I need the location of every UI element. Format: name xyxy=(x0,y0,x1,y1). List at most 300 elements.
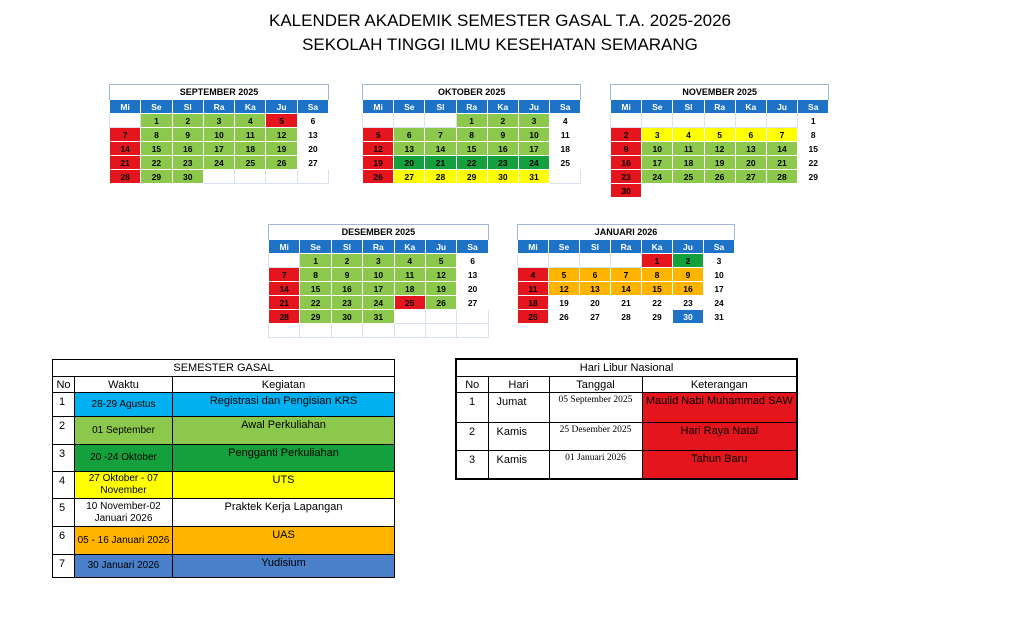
weekday-header: Ju xyxy=(766,100,797,114)
semester-row xyxy=(53,417,395,445)
calendar-day-cell: 4 xyxy=(518,268,549,282)
weekday-header: Ra xyxy=(363,240,394,254)
calendar-day-cell: 6 xyxy=(457,254,488,268)
weekday-header: Se xyxy=(549,240,580,254)
header-kegiatan: Kegiatan xyxy=(173,377,395,393)
calendar-day-cell: 26 xyxy=(549,310,580,324)
calendar-day-cell: 25 xyxy=(394,296,425,310)
calendar-empty-cell xyxy=(425,324,456,338)
row-waktu: 05 - 16 Januari 2026 xyxy=(75,527,173,555)
month-title: DESEMBER 2025 xyxy=(269,225,489,240)
calendar-day-cell: 12 xyxy=(266,128,297,142)
weekday-header: Ju xyxy=(266,100,297,114)
weekday-header: Mi xyxy=(518,240,549,254)
row-waktu: 10 November-02 Januari 2026 xyxy=(75,499,173,527)
row-kegiatan: Registrasi dan Pengisian KRS xyxy=(173,393,395,417)
calendar-day-cell: 26 xyxy=(704,170,735,184)
calendar-day-cell: 22 xyxy=(141,156,172,170)
calendar-day-cell: 3 xyxy=(518,114,549,128)
row-waktu: 01 September xyxy=(75,417,173,445)
weekday-header: Ju xyxy=(673,240,704,254)
calendar-empty-cell xyxy=(394,114,425,128)
row-kegiatan: Praktek Kerja Lapangan xyxy=(173,499,395,527)
calendar-day-cell: 22 xyxy=(456,156,487,170)
calendar-day-cell: 28 xyxy=(766,170,797,184)
calendar-day-cell: 20 xyxy=(580,296,611,310)
calendar-day-cell: 21 xyxy=(110,156,141,170)
calendar-week-row xyxy=(269,296,489,310)
calendar-day-cell: 18 xyxy=(518,296,549,310)
calendar-empty-cell xyxy=(269,324,300,338)
calendar-day-cell: 27 xyxy=(580,310,611,324)
calendar-day-cell: 5 xyxy=(266,114,297,128)
holiday-table-title: Hari Libur Nasional xyxy=(456,359,797,377)
calendar-week-row xyxy=(518,268,735,282)
weekday-header: Ka xyxy=(735,100,766,114)
holiday-date: 25 Desember 2025 xyxy=(549,423,642,451)
calendar-day-cell: 11 xyxy=(235,128,266,142)
weekday-header: Sl xyxy=(172,100,203,114)
calendar-day-cell: 2 xyxy=(487,114,518,128)
calendar-day-cell: 19 xyxy=(704,156,735,170)
calendar-day-cell: 4 xyxy=(235,114,266,128)
month-title: SEPTEMBER 2025 xyxy=(110,85,329,100)
weekday-header: Sa xyxy=(457,240,488,254)
calendar-day-cell: 22 xyxy=(798,156,829,170)
calendar-day-cell: 22 xyxy=(642,296,673,310)
calendar-empty-cell xyxy=(394,310,425,324)
calendar-day-cell: 5 xyxy=(363,128,394,142)
row-kegiatan: Awal Perkuliahan xyxy=(173,417,395,445)
calendar-day-cell: 16 xyxy=(172,142,203,156)
calendar-day-cell: 20 xyxy=(297,142,328,156)
row-number: 1 xyxy=(53,393,75,417)
calendar-day-cell: 8 xyxy=(141,128,172,142)
calendar-day-cell: 2 xyxy=(611,128,642,142)
semester-row xyxy=(53,445,395,472)
calendar-day-cell: 14 xyxy=(110,142,141,156)
calendar-empty-cell xyxy=(394,324,425,338)
calendar-day-cell: 24 xyxy=(704,296,735,310)
calendar-empty-cell xyxy=(550,170,581,184)
calendar-day-cell: 16 xyxy=(331,282,362,296)
row-number: 4 xyxy=(53,472,75,499)
month-calendar xyxy=(362,84,581,184)
calendar-day-cell: 4 xyxy=(550,114,581,128)
calendar-day-cell: 11 xyxy=(394,268,425,282)
weekday-header: Se xyxy=(642,100,673,114)
row-waktu: 20 -24 Oktober xyxy=(75,445,173,472)
weekday-header: Se xyxy=(141,100,172,114)
semester-table xyxy=(52,359,395,578)
header-hari: Hari xyxy=(488,377,549,393)
calendar-day-cell: 14 xyxy=(766,142,797,156)
calendar-day-cell: 27 xyxy=(457,296,488,310)
calendar-week-row xyxy=(611,170,829,184)
calendar-day-cell: 7 xyxy=(425,128,456,142)
semester-row xyxy=(53,472,395,499)
calendar-day-cell: 14 xyxy=(611,282,642,296)
calendar-day-cell: 5 xyxy=(425,254,456,268)
calendar-empty-cell xyxy=(518,254,549,268)
calendar-week-row xyxy=(611,114,829,128)
calendar-day-cell: 10 xyxy=(518,128,549,142)
calendar-empty-cell xyxy=(673,114,704,128)
holiday-day: Jumat xyxy=(488,393,549,423)
calendar-day-cell: 19 xyxy=(266,142,297,156)
calendar-day-cell: 29 xyxy=(141,170,172,184)
calendar-day-cell: 22 xyxy=(300,296,331,310)
calendar-day-cell: 31 xyxy=(518,170,549,184)
calendar-empty-cell xyxy=(549,254,580,268)
calendar-empty-cell xyxy=(425,310,456,324)
calendar-empty-cell xyxy=(203,170,234,184)
calendar-day-cell: 4 xyxy=(394,254,425,268)
calendar-day-cell: 31 xyxy=(704,310,735,324)
calendar-day-cell: 15 xyxy=(456,142,487,156)
holiday-date: 05 September 2025 xyxy=(549,393,642,423)
calendar-day-cell: 19 xyxy=(549,296,580,310)
row-kegiatan: Pengganti Perkuliahan xyxy=(173,445,395,472)
calendar-day-cell: 25 xyxy=(518,310,549,324)
calendar-empty-cell xyxy=(611,114,642,128)
calendar-empty-cell xyxy=(735,114,766,128)
calendar-day-cell: 28 xyxy=(425,170,456,184)
calendar-week-row xyxy=(518,296,735,310)
calendar-empty-cell xyxy=(269,254,300,268)
weekday-header: Mi xyxy=(269,240,300,254)
calendar-week-row xyxy=(363,156,581,170)
calendar-day-cell: 28 xyxy=(269,310,300,324)
month-title: OKTOBER 2025 xyxy=(363,85,581,100)
semester-row xyxy=(53,499,395,527)
calendar-day-cell: 25 xyxy=(673,170,704,184)
calendar-day-cell: 17 xyxy=(203,142,234,156)
calendar-empty-cell xyxy=(363,114,394,128)
row-waktu: 27 Oktober - 07 November xyxy=(75,472,173,499)
calendar-day-cell: 16 xyxy=(673,282,704,296)
calendar-day-cell: 24 xyxy=(518,156,549,170)
calendar-day-cell: 7 xyxy=(110,128,141,142)
calendar-day-cell: 31 xyxy=(363,310,394,324)
holiday-date: 01 Januari 2026 xyxy=(549,451,642,479)
row-kegiatan: Yudisium xyxy=(173,555,395,578)
calendar-day-cell: 4 xyxy=(673,128,704,142)
calendar-day-cell: 29 xyxy=(300,310,331,324)
calendar-day-cell: 1 xyxy=(300,254,331,268)
row-number: 6 xyxy=(53,527,75,555)
calendar-day-cell: 13 xyxy=(580,282,611,296)
calendar-empty-cell xyxy=(235,170,266,184)
calendar-day-cell: 18 xyxy=(235,142,266,156)
calendar-day-cell: 27 xyxy=(394,170,425,184)
calendar-week-row xyxy=(269,254,489,268)
row-waktu: 30 Januari 2026 xyxy=(75,555,173,578)
calendar-day-cell: 26 xyxy=(363,170,394,184)
holiday-description: Hari Raya Natal xyxy=(642,423,797,451)
calendar-day-cell: 3 xyxy=(704,254,735,268)
calendar-day-cell: 12 xyxy=(704,142,735,156)
calendar-day-cell: 1 xyxy=(141,114,172,128)
calendar-day-cell: 18 xyxy=(673,156,704,170)
calendar-day-cell: 21 xyxy=(766,156,797,170)
calendar-day-cell: 8 xyxy=(300,268,331,282)
weekday-header: Ka xyxy=(642,240,673,254)
calendar-day-cell: 8 xyxy=(798,128,829,142)
header-no: No xyxy=(53,377,75,393)
month-calendar xyxy=(109,84,329,184)
calendar-day-cell: 29 xyxy=(642,310,673,324)
calendar-empty-cell xyxy=(457,310,488,324)
calendar-empty-cell xyxy=(580,254,611,268)
weekday-header: Se xyxy=(394,100,425,114)
weekday-header: Sl xyxy=(673,100,704,114)
calendar-week-row xyxy=(363,114,581,128)
calendar-empty-cell xyxy=(331,324,362,338)
calendar-day-cell: 10 xyxy=(363,268,394,282)
row-number: 5 xyxy=(53,499,75,527)
page-subtitle: SEKOLAH TINGGI ILMU KESEHATAN SEMARANG xyxy=(302,35,698,54)
calendar-day-cell: 8 xyxy=(642,268,673,282)
calendar-day-cell: 30 xyxy=(331,310,362,324)
month-calendar xyxy=(610,84,829,198)
calendar-day-cell: 10 xyxy=(203,128,234,142)
calendar-empty-cell xyxy=(704,114,735,128)
calendar-empty-cell xyxy=(425,114,456,128)
calendar-day-cell: 21 xyxy=(269,296,300,310)
month-calendar xyxy=(517,224,735,324)
weekday-header: Ra xyxy=(456,100,487,114)
calendar-day-cell: 27 xyxy=(735,170,766,184)
calendar-day-cell: 30 xyxy=(611,184,642,198)
calendar-week-row xyxy=(269,282,489,296)
holiday-number: 1 xyxy=(456,393,488,423)
calendar-day-cell: 6 xyxy=(394,128,425,142)
calendar-day-cell: 21 xyxy=(611,296,642,310)
weekday-header: Mi xyxy=(110,100,141,114)
calendar-day-cell: 17 xyxy=(642,156,673,170)
weekday-header: Ra xyxy=(704,100,735,114)
header-tanggal: Tanggal xyxy=(549,377,642,393)
row-kegiatan: UAS xyxy=(173,527,395,555)
calendar-day-cell: 19 xyxy=(363,156,394,170)
calendar-day-cell: 24 xyxy=(642,170,673,184)
calendar-week-row xyxy=(518,282,735,296)
calendar-day-cell: 24 xyxy=(363,296,394,310)
page-title: KALENDER AKADEMIK SEMESTER GASAL T.A. 2025-2026 xyxy=(268,11,732,30)
calendar-day-cell: 16 xyxy=(611,156,642,170)
calendar-day-cell: 19 xyxy=(425,282,456,296)
calendar-week-row xyxy=(269,310,489,324)
weekday-header: Ra xyxy=(203,100,234,114)
calendar-day-cell: 30 xyxy=(673,310,704,324)
calendar-day-cell: 9 xyxy=(172,128,203,142)
calendar-week-row xyxy=(363,128,581,142)
weekday-header: Sa xyxy=(297,100,328,114)
calendar-day-cell: 10 xyxy=(704,268,735,282)
row-number: 3 xyxy=(53,445,75,472)
calendar-day-cell: 2 xyxy=(673,254,704,268)
weekday-header: Ju xyxy=(518,100,549,114)
calendar-week-row xyxy=(363,170,581,184)
weekday-header: Sa xyxy=(798,100,829,114)
calendar-day-cell: 15 xyxy=(798,142,829,156)
weekday-header: Ra xyxy=(611,240,642,254)
calendar-day-cell: 23 xyxy=(673,296,704,310)
calendar-day-cell: 20 xyxy=(457,282,488,296)
semester-row xyxy=(53,393,395,417)
calendar-day-cell: 21 xyxy=(425,156,456,170)
month-title: JANUARI 2026 xyxy=(518,225,735,240)
calendar-week-row xyxy=(611,184,829,198)
calendar-week-row xyxy=(518,254,735,268)
calendar-day-cell: 9 xyxy=(331,268,362,282)
calendar-day-cell: 3 xyxy=(203,114,234,128)
calendar-week-row xyxy=(110,142,329,156)
calendar-day-cell: 5 xyxy=(704,128,735,142)
calendar-day-cell: 17 xyxy=(518,142,549,156)
calendar-day-cell: 10 xyxy=(642,142,673,156)
calendar-empty-cell xyxy=(363,324,394,338)
calendar-week-row xyxy=(611,142,829,156)
calendar-day-cell: 1 xyxy=(456,114,487,128)
calendar-day-cell: 13 xyxy=(394,142,425,156)
holiday-table xyxy=(455,358,798,480)
calendar-day-cell: 2 xyxy=(331,254,362,268)
calendar-day-cell: 9 xyxy=(487,128,518,142)
weekday-header: Ka xyxy=(487,100,518,114)
calendar-day-cell: 11 xyxy=(518,282,549,296)
calendar-day-cell: 1 xyxy=(798,114,829,128)
calendar-day-cell: 25 xyxy=(550,156,581,170)
holiday-day: Kamis xyxy=(488,423,549,451)
weekday-header: Ka xyxy=(394,240,425,254)
calendar-day-cell: 3 xyxy=(363,254,394,268)
calendar-day-cell: 23 xyxy=(331,296,362,310)
calendar-day-cell: 30 xyxy=(487,170,518,184)
calendar-empty-cell xyxy=(297,170,328,184)
row-waktu: 28-29 Agustus xyxy=(75,393,173,417)
calendar-empty-cell xyxy=(266,170,297,184)
calendar-day-cell: 12 xyxy=(363,142,394,156)
weekday-header: Ka xyxy=(235,100,266,114)
calendar-day-cell: 23 xyxy=(172,156,203,170)
holiday-row xyxy=(456,423,797,451)
calendar-day-cell: 17 xyxy=(363,282,394,296)
calendar-week-row xyxy=(110,114,329,128)
calendar-day-cell: 15 xyxy=(141,142,172,156)
calendar-day-cell: 7 xyxy=(766,128,797,142)
semester-row xyxy=(53,555,395,578)
calendar-day-cell: 5 xyxy=(549,268,580,282)
calendar-day-cell: 26 xyxy=(425,296,456,310)
calendar-day-cell: 30 xyxy=(172,170,203,184)
calendar-day-cell: 27 xyxy=(297,156,328,170)
row-number: 7 xyxy=(53,555,75,578)
month-title: NOVEMBER 2025 xyxy=(611,85,829,100)
calendar-day-cell: 7 xyxy=(611,268,642,282)
holiday-number: 3 xyxy=(456,451,488,479)
holiday-row xyxy=(456,393,797,423)
calendar-day-cell: 6 xyxy=(580,268,611,282)
calendar-day-cell: 11 xyxy=(673,142,704,156)
holiday-description: Maulid Nabi Muhammad SAW xyxy=(642,393,797,423)
calendar-week-row xyxy=(518,310,735,324)
calendar-day-cell: 20 xyxy=(735,156,766,170)
calendar-empty-cell xyxy=(457,324,488,338)
weekday-header: Mi xyxy=(363,100,394,114)
calendar-day-cell: 20 xyxy=(394,156,425,170)
weekday-header: Ju xyxy=(425,240,456,254)
weekday-header: Mi xyxy=(611,100,642,114)
calendar-day-cell: 9 xyxy=(673,268,704,282)
calendar-week-row xyxy=(611,156,829,170)
semester-row xyxy=(53,527,395,555)
calendar-empty-cell xyxy=(642,114,673,128)
calendar-week-row xyxy=(110,128,329,142)
weekday-header: Sa xyxy=(550,100,581,114)
calendar-day-cell: 18 xyxy=(394,282,425,296)
calendar-day-cell: 3 xyxy=(642,128,673,142)
calendar-day-cell: 29 xyxy=(798,170,829,184)
weekday-header: Sl xyxy=(331,240,362,254)
calendar-day-cell: 2 xyxy=(172,114,203,128)
calendar-day-cell: 23 xyxy=(487,156,518,170)
calendar-day-cell: 13 xyxy=(457,268,488,282)
calendar-day-cell: 16 xyxy=(487,142,518,156)
calendar-day-cell: 28 xyxy=(611,310,642,324)
calendar-week-row xyxy=(269,268,489,282)
calendar-empty-cell xyxy=(110,114,141,128)
calendar-day-cell: 6 xyxy=(297,114,328,128)
calendar-day-cell: 14 xyxy=(269,282,300,296)
month-calendar xyxy=(268,224,489,338)
calendar-day-cell: 7 xyxy=(269,268,300,282)
calendar-day-cell: 18 xyxy=(550,142,581,156)
header-keterangan: Keterangan xyxy=(642,377,797,393)
calendar-week-row xyxy=(363,142,581,156)
calendar-day-cell: 25 xyxy=(235,156,266,170)
calendar-day-cell: 26 xyxy=(266,156,297,170)
calendar-empty-cell xyxy=(300,324,331,338)
calendar-day-cell: 8 xyxy=(456,128,487,142)
calendar-day-cell: 24 xyxy=(203,156,234,170)
header-no: No xyxy=(456,377,488,393)
weekday-header: Sl xyxy=(580,240,611,254)
weekday-header: Sa xyxy=(704,240,735,254)
calendar-week-row xyxy=(110,170,329,184)
calendar-day-cell: 17 xyxy=(704,282,735,296)
calendar-week-row xyxy=(611,128,829,142)
row-kegiatan: UTS xyxy=(173,472,395,499)
calendar-day-cell: 1 xyxy=(642,254,673,268)
holiday-row xyxy=(456,451,797,479)
calendar-empty-cell xyxy=(766,114,797,128)
calendar-empty-cell xyxy=(611,254,642,268)
calendar-day-cell: 12 xyxy=(425,268,456,282)
calendar-day-cell: 29 xyxy=(456,170,487,184)
calendar-day-cell: 15 xyxy=(300,282,331,296)
header-waktu: Waktu xyxy=(75,377,173,393)
calendar-day-cell: 9 xyxy=(611,142,642,156)
holiday-day: Kamis xyxy=(488,451,549,479)
calendar-day-cell: 14 xyxy=(425,142,456,156)
calendar-day-cell: 13 xyxy=(297,128,328,142)
calendar-day-cell: 28 xyxy=(110,170,141,184)
row-number: 2 xyxy=(53,417,75,445)
weekday-header: Sl xyxy=(425,100,456,114)
calendar-day-cell: 6 xyxy=(735,128,766,142)
